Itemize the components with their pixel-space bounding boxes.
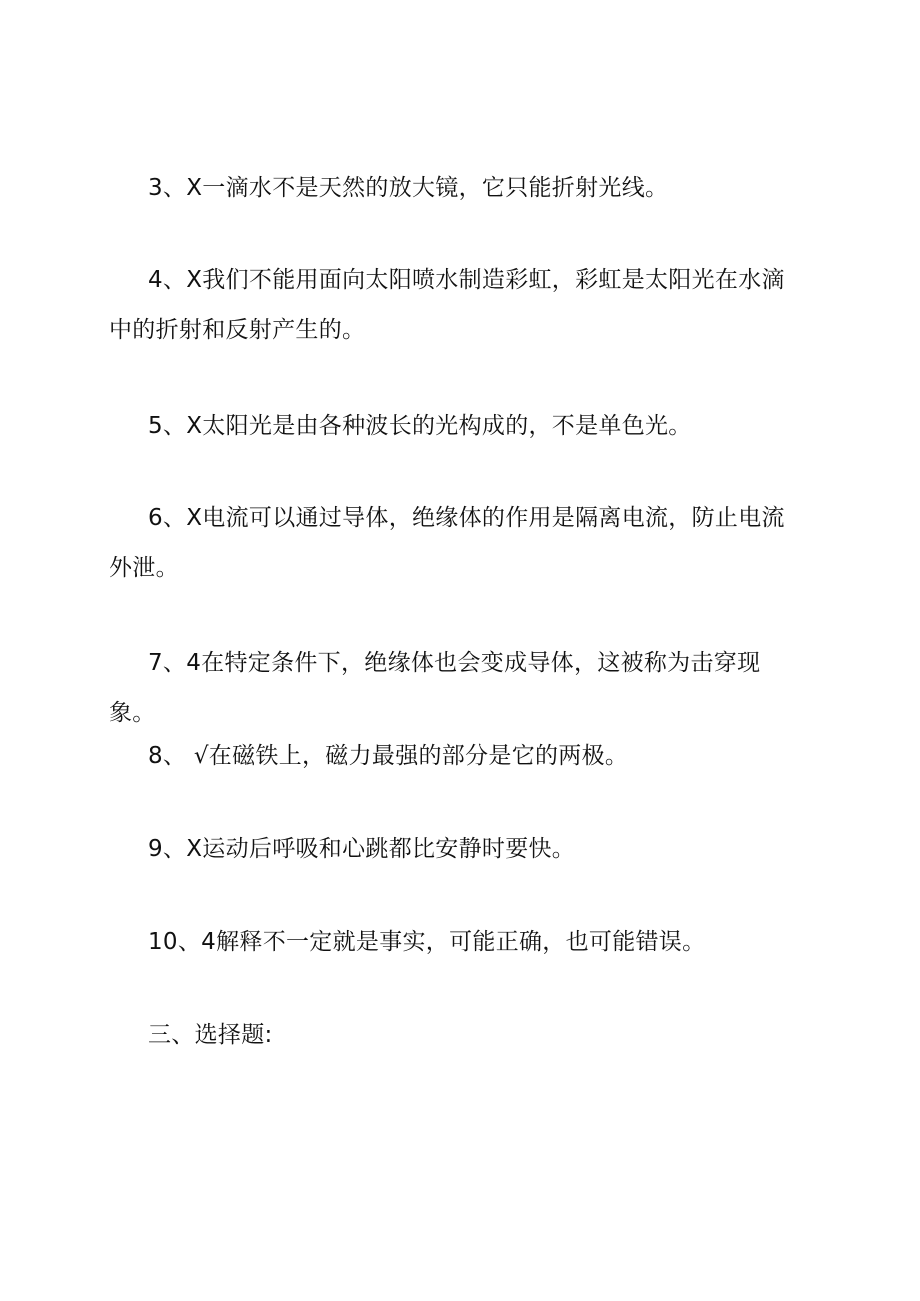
answer-item-6: 6、X电流可以通过导体，绝缘体的作用是隔离电流，防止电流外泄。 [109,505,785,581]
section-heading: 三、选择题: [148,1022,273,1048]
answer-item-7: 7、4在特定条件下，绝缘体也会变成导体，这被称为击穿现象。 [109,650,761,726]
answer-item-10: 10、4解释不一定就是事实，可能正确，也可能错误。 [148,929,706,955]
answer-item-8: 8、 √在磁铁上，磁力最强的部分是它的两极。 [148,743,629,769]
answer-item-3: 3、X一滴水不是天然的放大镜，它只能折射光线。 [148,175,669,201]
answer-item-9: 9、X运动后呼吸和心跳都比安静时要快。 [148,836,576,862]
answer-item-4: 4、X我们不能用面向太阳喷水制造彩虹，彩虹是太阳光在水滴中的折射和反射产生的。 [109,267,785,343]
answer-item-5: 5、X太阳光是由各种波长的光构成的，不是单色光。 [148,413,692,439]
